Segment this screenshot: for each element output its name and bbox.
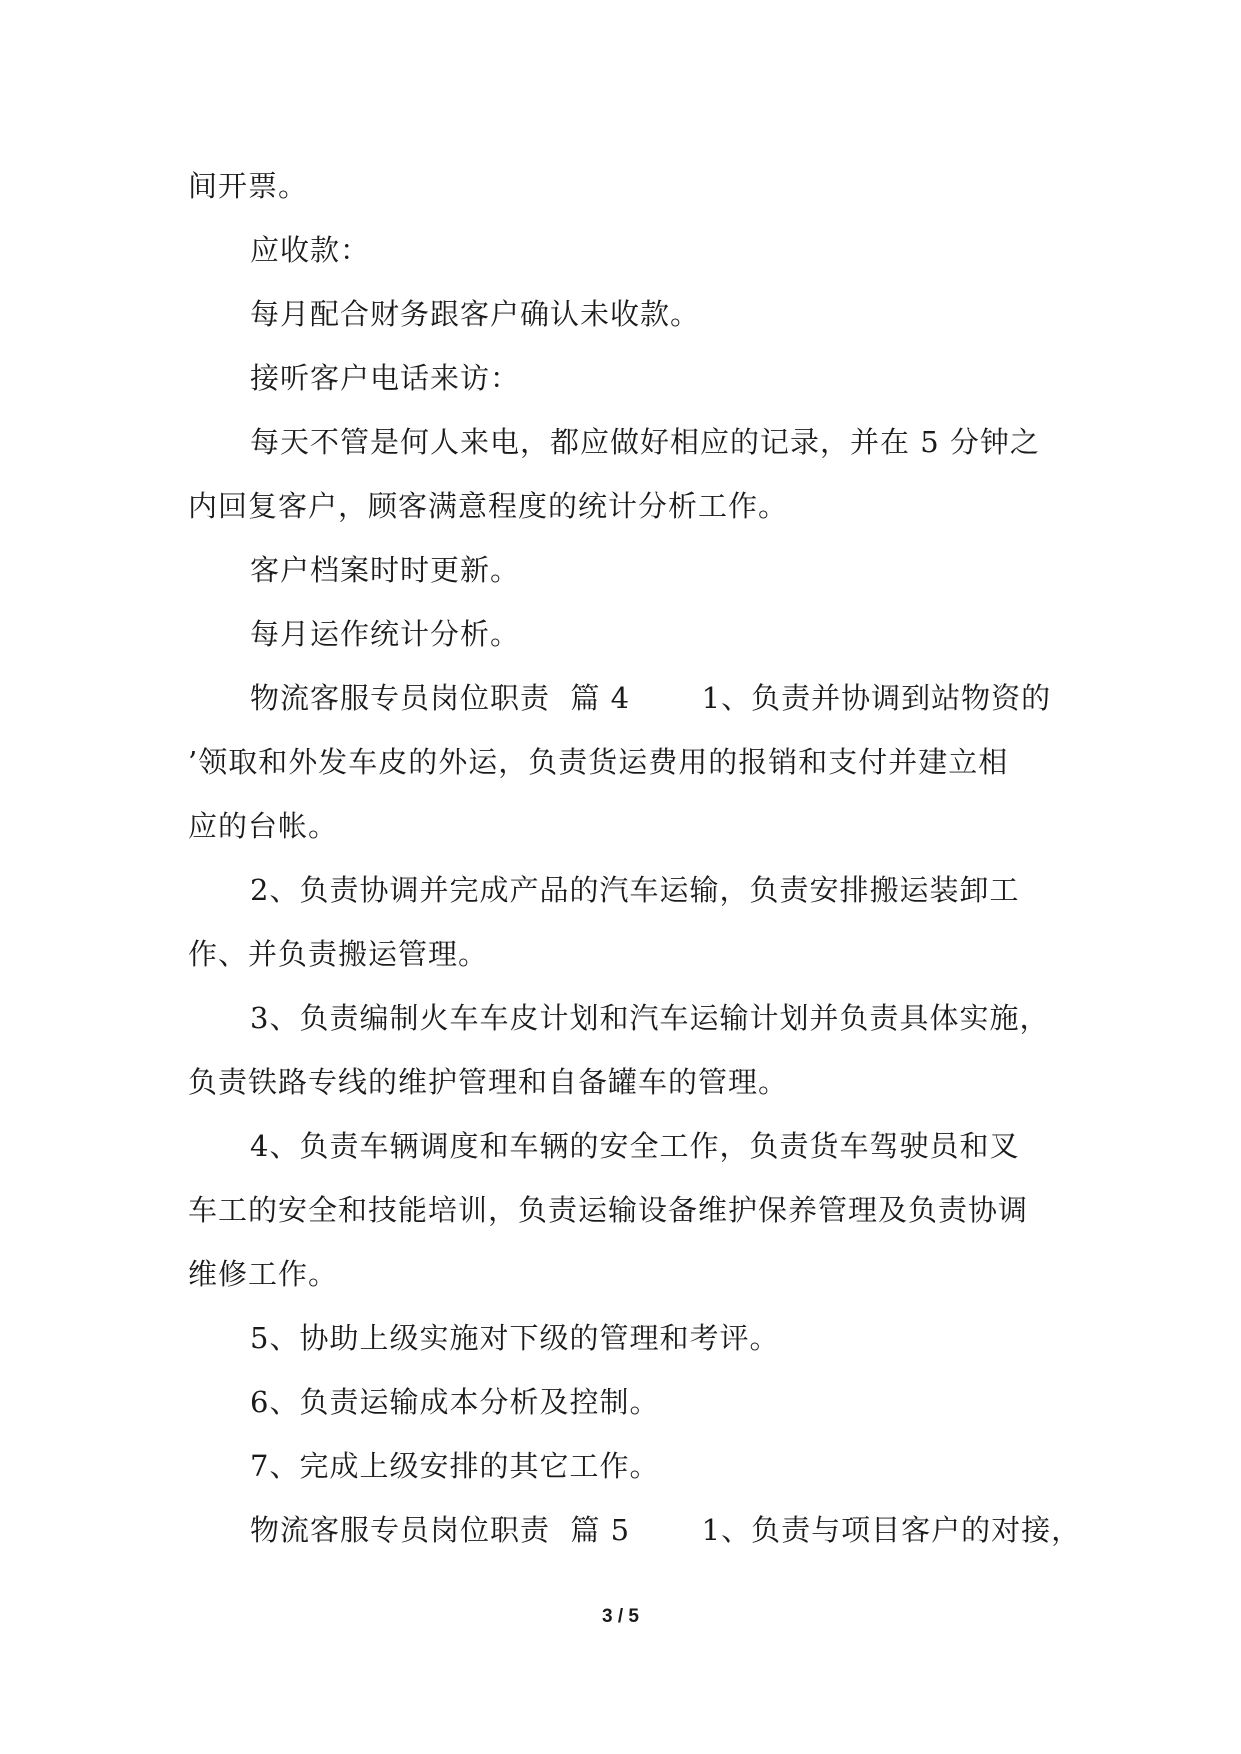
text-line: 每月运作统计分析。 [250,617,521,651]
text-line: 每月配合财务跟客户确认未收款。 [250,297,701,331]
text-line: 负责铁路专线的维护管理和自备罐车的管理。 [188,1065,789,1099]
section-title-4: 物流客服专员岗位职责 篇 4 1、负责并协调到站物资的 [250,681,1052,715]
page-number: 3 / 5 [602,1606,639,1627]
text-line: 内回复客户，顾客满意程度的统计分析工作。 [188,489,789,523]
list-item: 6、负责运输成本分析及控制。 [250,1385,660,1419]
text-line: 应的台帐。 [188,809,339,843]
list-item: 5、协助上级实施对下级的管理和考评。 [250,1321,780,1355]
text-line: 每天不管是何人来电，都应做好相应的记录，并在 5 分钟之 [250,425,1040,459]
heading-receivables: 应收款： [250,233,371,267]
text-line: 作、并负责搬运管理。 [188,937,489,971]
text-line: 间开票。 [188,169,309,203]
list-item: 4、负责车辆调度和车辆的安全工作，负责货车驾驶员和叉 [250,1129,1020,1163]
text-line: 客户档案时时更新。 [250,553,521,587]
text-line: 车工的安全和技能培训，负责运输设备维护保养管理及负责协调 [188,1193,1029,1227]
text-line: 维修工作。 [188,1257,339,1291]
list-item: 3、负责编制火车车皮计划和汽车运输计划并负责具体实施， [250,1001,1050,1035]
list-item: 7、完成上级安排的其它工作。 [250,1449,660,1483]
text-line: ’领取和外发车皮的外运，负责货运费用的报销和支付并建立相 [188,745,1009,779]
heading-phone-visits: 接听客户电话来访： [250,361,521,395]
section-title-5: 物流客服专员岗位职责 篇 5 1、负责与项目客户的对接， [250,1513,1082,1547]
list-item: 2、负责协调并完成产品的汽车运输，负责安排搬运装卸工 [250,873,1020,907]
